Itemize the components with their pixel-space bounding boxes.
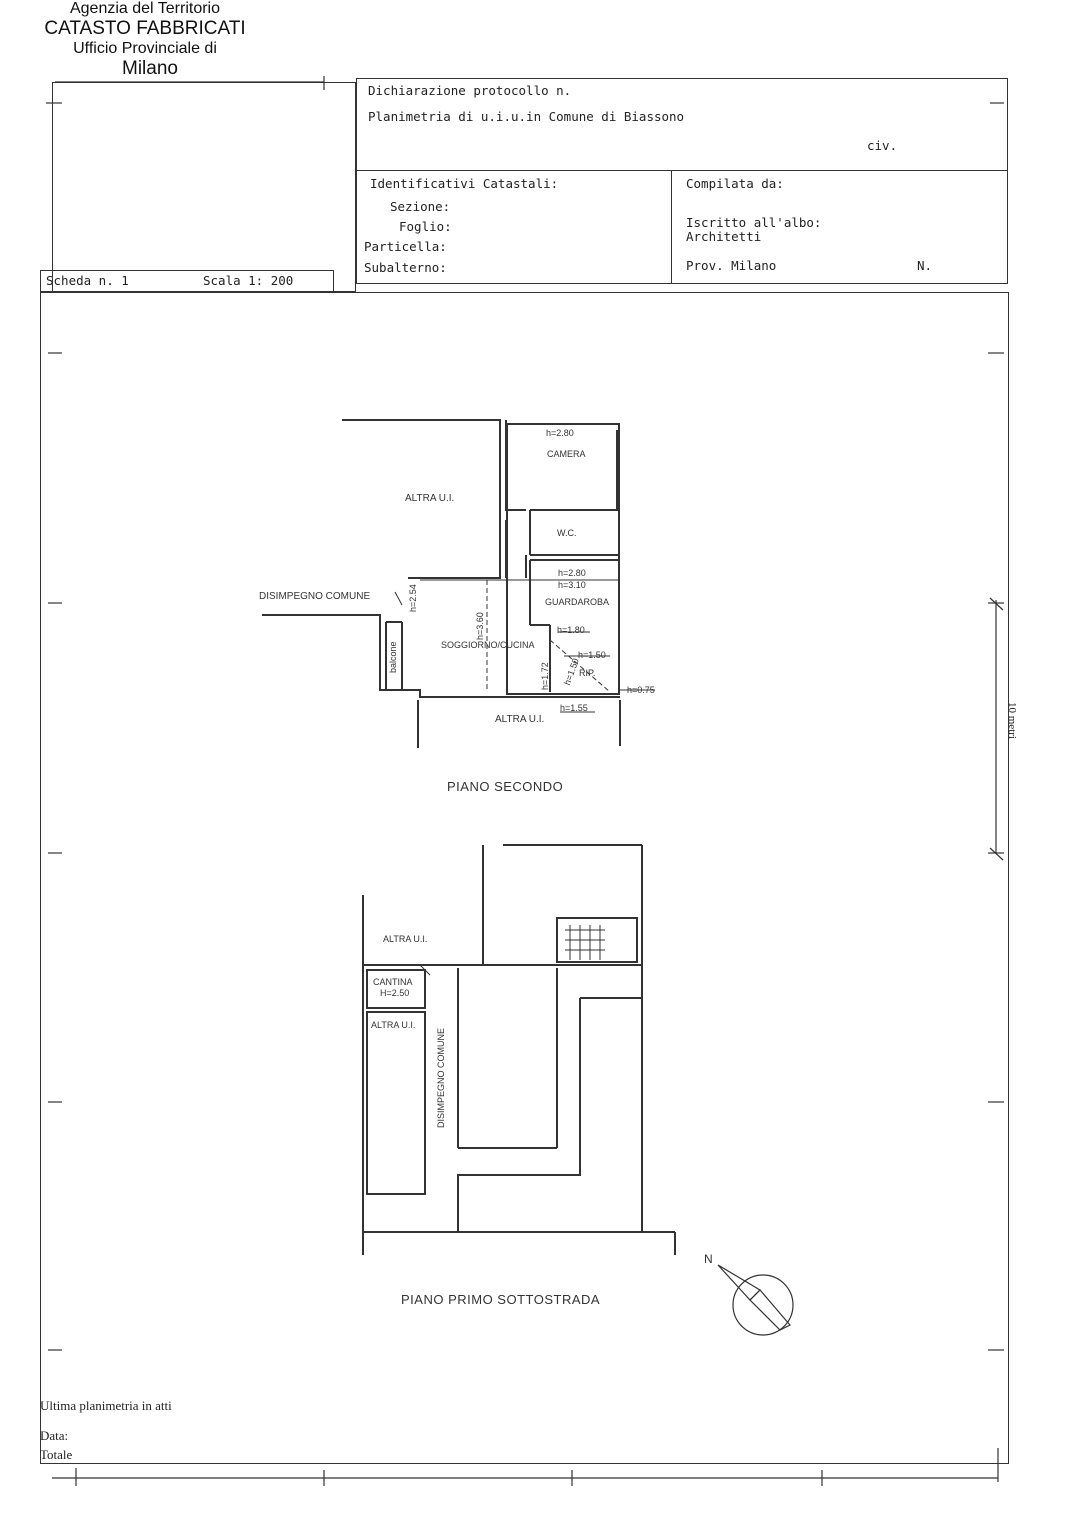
footer-data: Data: [40,1428,69,1443]
catasto-title: CATASTO FABBRICATI [44,18,246,39]
h155-label: h=1.55 [560,703,588,713]
number-label: N. [917,258,933,273]
altra-ui-bottom-label: ALTRA U.I. [495,714,545,725]
h075-label: h=0.75 [627,685,655,695]
piano-sottostrada-title: PIANO PRIMO SOTTOSTRADA [401,1292,601,1307]
city-label: Milano [122,58,178,79]
planimetry-label: Planimetria di u.i.u.in Comune di Biassono [368,109,685,124]
civ-label: civ. [867,138,898,153]
footer-ultima: Ultima planimetria in atti [40,1398,172,1413]
guardaroba-label: GUARDAROBA [545,597,610,607]
scheda-label: Scheda n. 1 [46,273,129,288]
compass-north-label: N [704,1252,713,1266]
h254-label: h=2.54 [408,584,418,612]
h150a-label: h=1.50 [578,650,606,660]
disimpegno-comune-label: DISIMPEGNO COMUNE [259,591,371,602]
guardaroba-h2-label: h=3.10 [558,580,586,590]
scale-bar-label: 10 metri [1006,702,1018,739]
guardaroba-h1-label: h=2.80 [558,568,586,578]
balcone-label: balcone [388,641,398,673]
h180-label: h=1.80 [557,625,585,635]
identifiers-label: Identificativi Catastali: [370,176,559,191]
piano-secondo-title: PIANO SECONDO [447,779,564,794]
h360-label: h=3.60 [475,612,485,640]
cantina-h-label: H=2.50 [380,988,410,998]
basement-disimpegno-label: DISIMPEGNO COMUNE [436,1027,446,1128]
albo-value: Architetti [686,229,762,244]
protocol-label: Dichiarazione protocollo n. [368,83,572,98]
foglio-label: Foglio: [399,219,452,234]
scala-label: Scala 1: 200 [203,273,294,288]
agency-name: Agenzia del Territorio [69,0,220,17]
camera-label: CAMERA [547,449,586,459]
subalterno-label: Subalterno: [364,260,447,275]
particella-label: Particella: [364,239,447,254]
rip-label: RIP. [579,668,596,678]
cantina-label: CANTINA [373,977,413,987]
prov-label: Prov. Milano [686,258,777,273]
office-label: Ufficio Provinciale di [73,40,217,57]
camera-h-label: h=2.80 [546,428,574,438]
h150b-label: h=1.50 [562,656,581,687]
albo-label: Iscritto all'albo: [686,215,822,230]
h172-label: h=1.72 [540,662,550,690]
basement-altra-ui-small-label: ALTRA U.I. [371,1020,416,1030]
footer-totale: Totale [40,1447,73,1462]
wc-label: W.C. [557,528,577,538]
sezione-label: Sezione: [390,199,451,214]
soggiorno-label: SOGGIORNO/CUCINA [441,640,535,650]
basement-altra-ui-label: ALTRA U.I. [383,934,428,944]
compiled-label: Compilata da: [686,176,784,191]
altra-ui-top-label: ALTRA U.I. [405,493,455,504]
